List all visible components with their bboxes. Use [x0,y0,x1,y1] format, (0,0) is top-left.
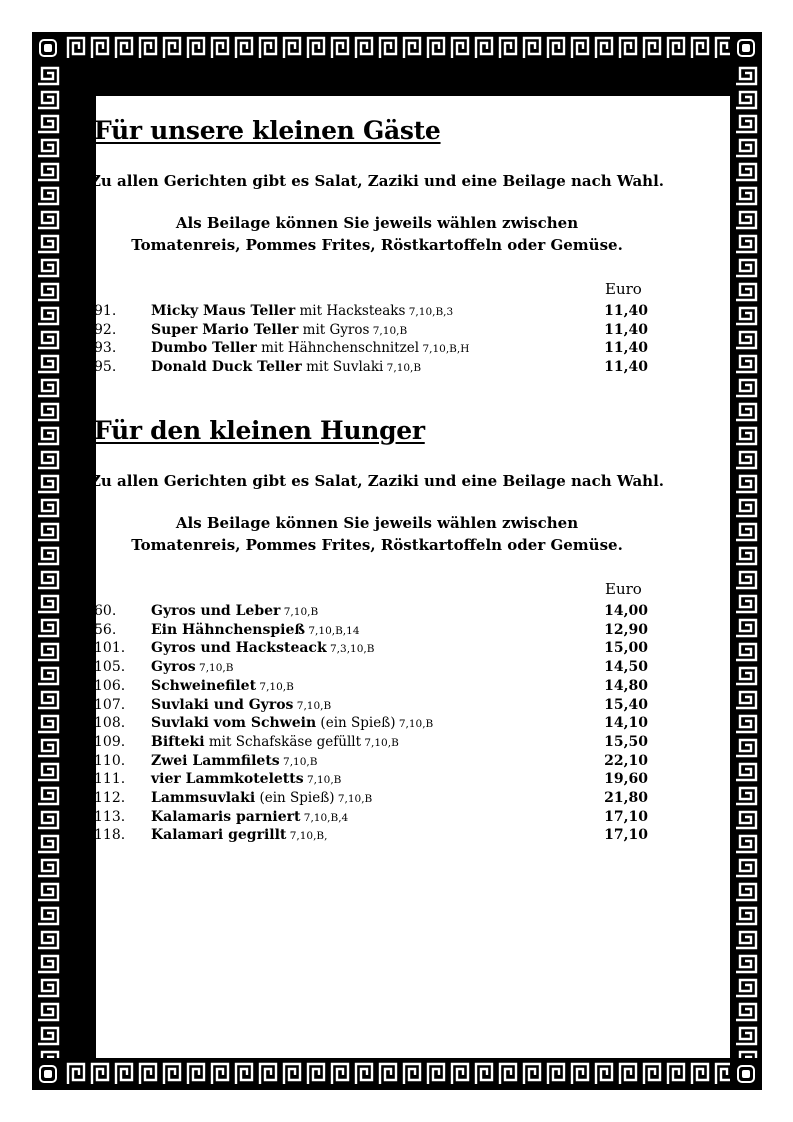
item-allergen-codes: 7,10,B [280,606,319,618]
menu-item [94,358,654,377]
item-description [151,639,374,659]
item-price: 21,80 [604,790,648,806]
item-allergen-codes: 7,10,B [395,718,434,731]
menu-item [94,789,654,808]
item-allergen-codes: 7,10,B, [286,830,328,843]
menu-item [94,733,654,752]
menu-item [94,621,654,640]
item-price: 11,40 [604,359,648,376]
item-description [151,621,360,641]
item-name: Schweinefilet [151,677,257,694]
item-allergen-codes: 7,10,B,3 [405,306,454,318]
section-title: Für den kleinen Hunger [94,416,425,445]
border-top-pattern [64,32,730,64]
item-description [151,714,433,734]
item-name: Suvlaki und Gyros [151,696,294,713]
item-number: 109. [94,733,126,750]
item-description [151,770,341,790]
item-price: 17,10 [604,808,648,825]
item-description [151,752,317,772]
menu-item [94,714,654,733]
item-name: Gyros [151,659,196,676]
item-number: 56. [94,621,117,638]
menu-item [94,321,654,340]
item-allergen-codes: 7,10,B [293,699,332,712]
item-number: 101. [94,640,126,657]
item-extra: mit Schafskäse gefüllt [204,733,362,750]
item-extra: mit Hähnchenschnitzel [256,340,420,357]
item-price: 17,10 [604,827,648,844]
item-price: 15,00 [604,640,648,657]
item-number: 107. [94,696,126,713]
item-name: vier Lammkoteletts [151,771,304,788]
border-left-pattern [32,64,64,1058]
item-price: 12,90 [604,621,648,638]
menu-item [94,696,654,715]
item-allergen-codes: 7,3,10,B [326,643,375,656]
item-price: 14,10 [604,715,648,732]
section-note: Tomatenreis, Pommes Frites, Röstkartoffeln oder Gemüse. [131,236,623,254]
item-name: Dumbo Teller [151,340,257,357]
item-price: 22,10 [604,752,648,769]
item-price: 14,80 [604,677,648,694]
item-allergen-codes: 7,10,B,14 [305,624,360,637]
item-allergen-codes: 7,10,B [256,680,294,693]
menu-item [94,639,654,658]
item-name: Donald Duck Teller [151,359,302,376]
item-name: Kalamaris parniert [151,808,301,825]
item-allergen-codes: 7,10,B,H [419,343,470,356]
corner-ornament-icon [730,32,762,64]
item-number: 111. [94,771,126,788]
item-number: 113. [94,808,126,825]
item-allergen-codes: 7,10,B,4 [300,811,349,824]
border-right-pattern [730,64,762,1058]
item-description [151,302,453,322]
menu-item [94,658,654,677]
corner-ornament-icon [730,1058,762,1090]
item-description [151,602,318,622]
item-number: 92. [94,321,117,338]
item-extra: mit Suvlaki [301,359,384,376]
section-note: Als Beilage können Sie jeweils wählen zwischen [175,514,579,532]
border-bottom-pattern [64,1058,730,1090]
item-description [151,658,233,678]
item-number: 112. [94,790,126,806]
item-allergen-codes: 7,10,B [303,774,342,787]
menu-item [94,826,654,845]
item-number: 91. [94,303,117,319]
item-extra: (ein Spieß) [255,790,335,806]
currency-header: Euro [605,280,642,298]
item-number: 106. [94,677,126,694]
item-number: 110. [94,752,126,769]
section-note: Tomatenreis, Pommes Frites, Röstkartoffeln oder Gemüse. [131,536,623,554]
item-description [151,358,421,378]
corner-ornament-icon [32,32,64,64]
item-number: 95. [94,359,117,376]
item-description [151,733,399,753]
item-extra: (ein Spieß) [316,715,396,732]
item-price: 11,40 [604,321,648,338]
section-title: Für unsere kleinen Gäste [94,116,441,145]
item-number: 108. [94,715,126,732]
item-name: Suvlaki vom Schwein [151,715,317,732]
item-name: Ein Hähnchenspieß [151,621,306,638]
menu-item [94,808,654,827]
item-price: 15,50 [604,733,648,750]
item-name: Zwei Lammfilets [151,752,280,769]
item-number: 105. [94,659,126,676]
item-description [151,677,294,697]
item-allergen-codes: 7,10,B [383,362,422,375]
currency-header: Euro [605,580,642,598]
item-extra: mit Gyros [298,321,370,338]
item-allergen-codes: 7,10,B [369,324,408,337]
corner-ornament-icon [32,1058,64,1090]
item-price: 11,40 [604,340,648,357]
item-name: Super Mario Teller [151,321,299,338]
item-allergen-codes: 7,10,B [279,755,318,768]
item-price: 19,60 [604,771,648,788]
item-name: Bifteki [151,733,205,750]
menu-item [94,602,654,621]
item-name: Kalamari gegrillt [151,827,287,844]
menu-item [94,677,654,696]
section-note: Zu allen Gerichten gibt es Salat, Zaziki und eine Beilage nach Wahl. [89,472,665,490]
item-description [151,789,372,809]
item-description [151,321,407,341]
item-price: 15,40 [604,696,648,713]
item-extra: mit Hacksteaks [295,303,406,319]
item-allergen-codes: 7,10,B [195,662,234,675]
section-note: Zu allen Gerichten gibt es Salat, Zaziki und eine Beilage nach Wahl. [89,172,665,190]
menu-item [94,339,654,358]
menu-item [94,302,654,321]
item-description [151,696,331,716]
item-name: Gyros und Leber [151,603,281,619]
item-price: 14,50 [604,659,648,676]
item-allergen-codes: 7,10,B [361,736,399,749]
menu-item [94,752,654,771]
item-number: 60. [94,603,117,619]
item-price: 14,00 [604,603,648,619]
item-name: Micky Maus Teller [151,303,296,319]
item-price: 11,40 [604,303,648,319]
item-description [151,826,327,846]
item-allergen-codes: 7,10,B [334,793,373,805]
item-number: 118. [94,827,126,844]
section-note: Als Beilage können Sie jeweils wählen zwischen [175,214,579,232]
item-name: Lammsuvlaki [151,790,256,806]
menu-item [94,770,654,789]
item-description [151,808,348,828]
item-name: Gyros und Hacksteack [151,640,327,657]
item-description [151,339,469,359]
item-number: 93. [94,340,117,357]
